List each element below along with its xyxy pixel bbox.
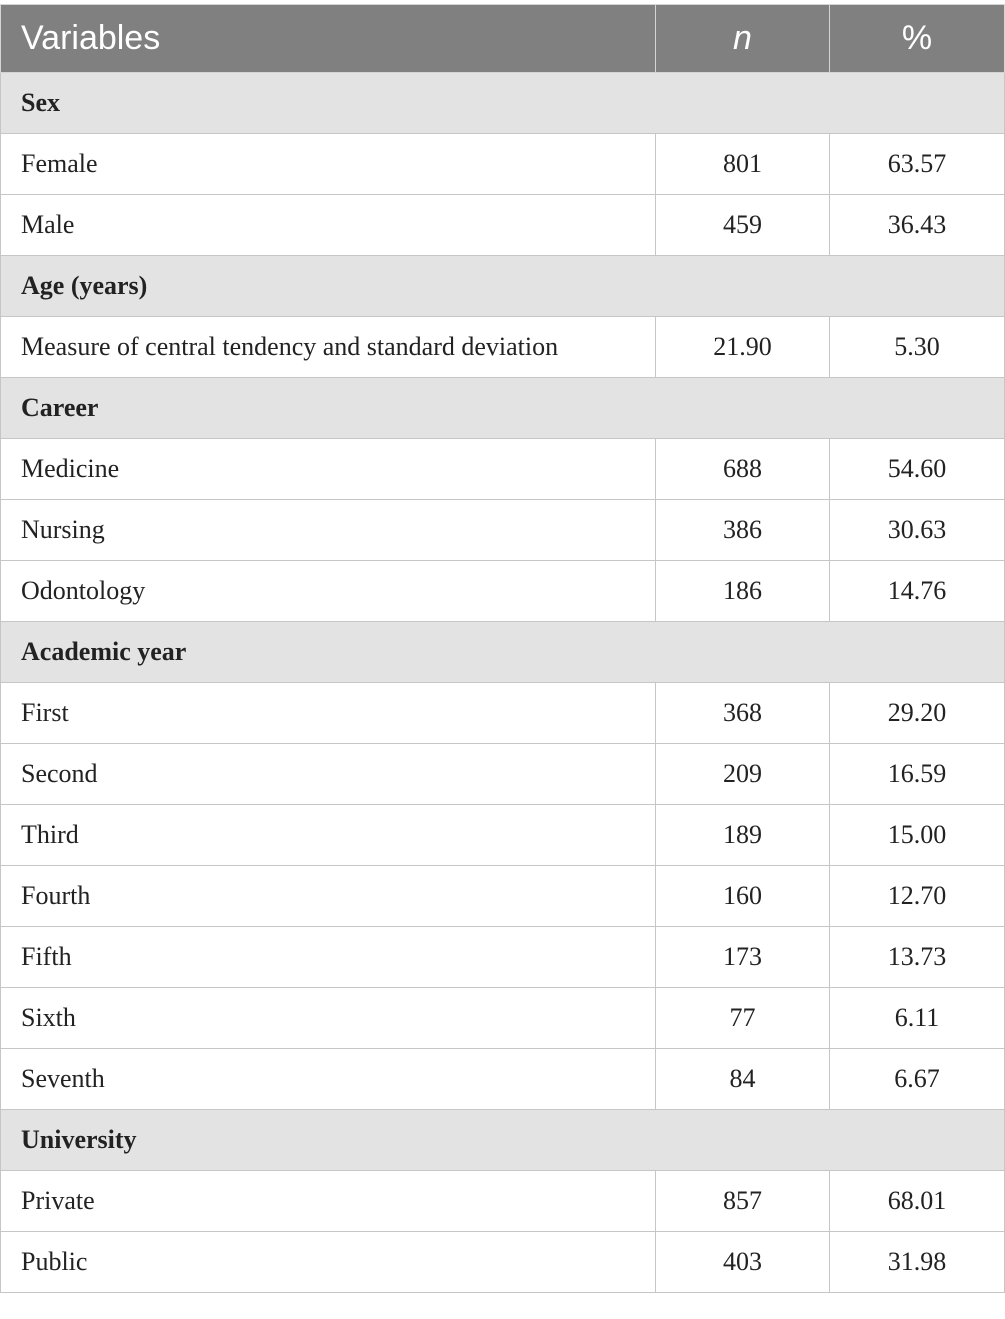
row-n: 857 — [656, 1171, 830, 1232]
row-percent: 6.67 — [830, 1049, 1005, 1110]
row-label: Third — [1, 805, 656, 866]
section-title: Career — [1, 378, 1005, 439]
demographics-table — [0, 4, 1005, 1293]
row-percent: 16.59 — [830, 744, 1005, 805]
section-title: University — [1, 1110, 1005, 1171]
section-header-row — [1, 622, 1005, 683]
row-label: Second — [1, 744, 656, 805]
row-n: 801 — [656, 134, 830, 195]
table-row — [1, 866, 1005, 927]
row-label: Public — [1, 1232, 656, 1293]
table-row — [1, 195, 1005, 256]
section-title: Age (years) — [1, 256, 1005, 317]
row-label: Measure of central tendency and standard deviation — [1, 317, 656, 378]
row-label: Medicine — [1, 439, 656, 500]
section-title: Sex — [1, 73, 1005, 134]
row-n: 21.90 — [656, 317, 830, 378]
section-header-row — [1, 1110, 1005, 1171]
table-row — [1, 1049, 1005, 1110]
row-label: Seventh — [1, 1049, 656, 1110]
table-row — [1, 1171, 1005, 1232]
row-percent: 12.70 — [830, 866, 1005, 927]
table-row — [1, 805, 1005, 866]
row-n: 77 — [656, 988, 830, 1049]
row-n: 688 — [656, 439, 830, 500]
row-percent: 54.60 — [830, 439, 1005, 500]
section-header-row — [1, 73, 1005, 134]
table-row — [1, 988, 1005, 1049]
row-label: Fifth — [1, 927, 656, 988]
table-row — [1, 561, 1005, 622]
header-percent: % — [830, 5, 1005, 73]
section-title: Academic year — [1, 622, 1005, 683]
table-row — [1, 1232, 1005, 1293]
data-table-container — [0, 4, 1005, 1293]
table-row — [1, 683, 1005, 744]
section-header-row — [1, 378, 1005, 439]
row-percent: 63.57 — [830, 134, 1005, 195]
row-percent: 15.00 — [830, 805, 1005, 866]
row-n: 186 — [656, 561, 830, 622]
header-row — [1, 5, 1005, 73]
row-label: First — [1, 683, 656, 744]
row-label: Nursing — [1, 500, 656, 561]
row-label: Male — [1, 195, 656, 256]
row-n: 189 — [656, 805, 830, 866]
table-row — [1, 134, 1005, 195]
table-row — [1, 500, 1005, 561]
header-variables: Variables — [1, 5, 656, 73]
row-label: Female — [1, 134, 656, 195]
row-percent: 31.98 — [830, 1232, 1005, 1293]
row-n: 368 — [656, 683, 830, 744]
header-n: n — [656, 5, 830, 73]
row-n: 209 — [656, 744, 830, 805]
row-label: Sixth — [1, 988, 656, 1049]
table-row — [1, 744, 1005, 805]
row-n: 173 — [656, 927, 830, 988]
row-n: 160 — [656, 866, 830, 927]
row-n: 84 — [656, 1049, 830, 1110]
row-n: 386 — [656, 500, 830, 561]
row-percent: 68.01 — [830, 1171, 1005, 1232]
table-row — [1, 317, 1005, 378]
row-label: Fourth — [1, 866, 656, 927]
row-label: Odontology — [1, 561, 656, 622]
row-percent: 29.20 — [830, 683, 1005, 744]
row-percent: 14.76 — [830, 561, 1005, 622]
section-header-row — [1, 256, 1005, 317]
row-percent: 36.43 — [830, 195, 1005, 256]
row-percent: 30.63 — [830, 500, 1005, 561]
table-row — [1, 439, 1005, 500]
row-n: 459 — [656, 195, 830, 256]
row-percent: 6.11 — [830, 988, 1005, 1049]
row-percent: 5.30 — [830, 317, 1005, 378]
table-row — [1, 927, 1005, 988]
row-n: 403 — [656, 1232, 830, 1293]
row-percent: 13.73 — [830, 927, 1005, 988]
row-label: Private — [1, 1171, 656, 1232]
